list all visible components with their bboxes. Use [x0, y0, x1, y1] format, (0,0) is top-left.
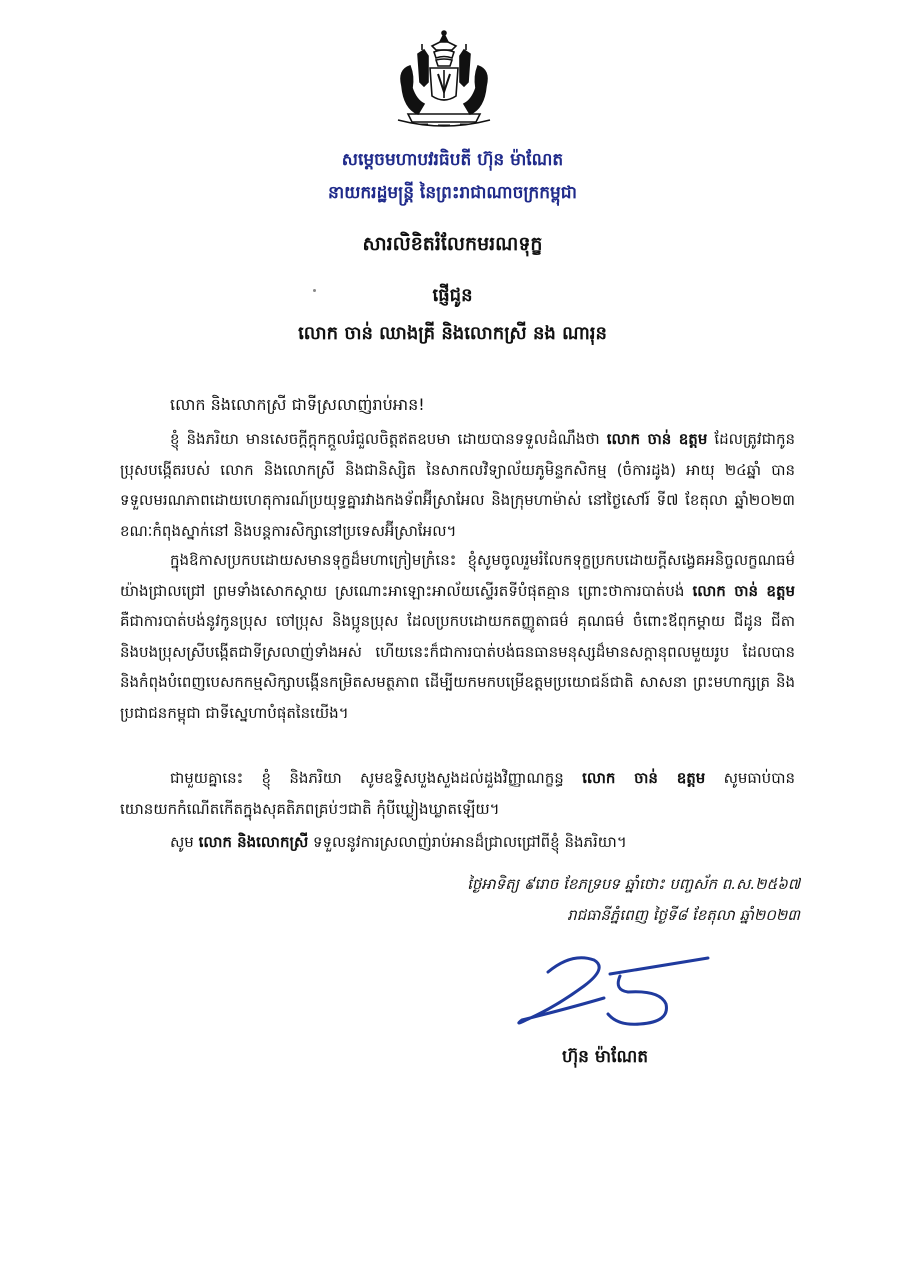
author-name: សម្តេចមហាបវរធិបតី ហ៊ុន ម៉ាណែត [341, 150, 564, 170]
paragraph-2 [120, 545, 795, 728]
author-position: នាយករដ្ឋមន្ត្រី នៃព្រះរាជាណាចក្រកម្ពុជា [328, 183, 577, 203]
recipients-honorific: លោក និងលោកស្រី [198, 833, 309, 851]
lunar-date: ថ្ងៃអាទិត្យ ៩រោច ខែភទ្របទ ឆ្នាំថោះ បញ្ចស័ក ព.ស.២៥៦៧ [467, 875, 800, 893]
salutation: លោក និងលោកស្រី ជាទីស្រលាញ់រាប់អាន! [170, 395, 425, 414]
recipients: លោក ចាន់ ឈាងគ្រី និងលោកស្រី នង ណារុន [298, 323, 607, 344]
paragraph-text: សូម [170, 833, 199, 851]
paragraph-text: គឺជាការបាត់បង់នូវកូនប្រុស ចៅប្រុស និងប្អូនប្រុស ដែលប្រកបដោយកតញ្ញូតាធម៌ គុណធម៌ ចំពោះឪពុកម្តាយ ជីដូន ជីតា និងបងប្រុសស្រីបង្កើតជាទីស្រលាញ់ទាំងអស់ ហើយនេះក៏ជាការបាត់បង់ធនធានមនុស្សដ៏មានសក្តានុពលមួយរូប ដែលបាន និងកំពុងបំពេញបេសកកម្មសិក្សាបង្កើនកម្រិតសមត្ថភាព ដើម្បីយកមកបម្រើឧត្តមប្រយោជន៍ជាតិ សាសនា ព្រះមហាក្សត្រ និងប្រជាជនកម្ពុជា ជាទីស្នេហាបំផុតនៃយើង។ [120, 612, 795, 722]
solar-date: រាជធានីភ្នំពេញ ថ្ងៃទី៨ ខែតុលា ឆ្នាំ២០២៣ [567, 906, 800, 924]
deceased-name: លោក ចាន់ ឧត្តម [606, 430, 708, 448]
paragraph-text: សូមធាប់បានយោនយកកំណើតកើតក្នុងសុគតិភពគ្រប់ៗជាតិ កុំបីឃ្លៀងឃ្លាតឡើយ។ [120, 769, 796, 818]
paragraph-text: ដែលត្រូវជាកូនប្រុសបង្កើតរបស់ លោក និងលោកស្រី និងជានិស្សិត នៃសាកលវិទ្យាល័យភូមិន្ទកសិកម្ម (ចំការដូង) អាយុ ២៤ឆ្នាំ បានទទួលមរណភាពដោយហេតុការណ៍ប្រយុទ្ធគ្នារវាងកងទ័ពអ៊ីស្រាអែល និងក្រុមហាម៉ាស់ នៅថ្ងៃសៅរ៍ ទី៧ ខែតុលា ឆ្នាំ២០២៣ ខណៈកំពុងស្នាក់នៅ និងបន្តការសិក្សានៅប្រទេសអ៊ីស្រាអែល។ [120, 430, 796, 540]
paragraph-1 [120, 424, 795, 546]
royal-coat-of-arms-icon [388, 30, 500, 134]
paragraph-3 [120, 763, 795, 824]
paragraph-4 [120, 827, 795, 858]
paragraph-text: ទទួលនូវការស្រលាញ់រាប់អានដ៏ជ្រាលជ្រៅពីខ្ញុំ និងភរិយា។ [308, 833, 627, 851]
handwritten-signature-icon [510, 950, 720, 1030]
deceased-name: លោក ចាន់ ឧត្តម [582, 769, 706, 787]
paragraph-text: ជាមួយគ្នានេះ ខ្ញុំ និងភរិយា សូមឧទ្ទិសបួងសួងដល់ដួងវិញ្ញាណក្ខន្ធ [170, 769, 583, 787]
sent-to-label: ផ្ញើជូន [432, 285, 473, 306]
deceased-name: លោក ចាន់ ឧត្តម [692, 581, 795, 600]
document-title: សារលិខិតរំលែកមរណទុក្ខ [362, 233, 543, 255]
paragraph-text: ក្នុងឱកាសប្រកបដោយសមានទុក្ខដ៏មហាក្រៀមក្រំនេះ ខ្ញុំសូមចូលរួមរំលែកទុក្ខប្រកបដោយក្តីសង្វេគអនិច្ចលក្ខណធម៌យ៉ាងជ្រាលជ្រៅ ព្រមទាំងសោកស្តាយ ស្រណោះអាឡោះអាល័យស្ទើរតទីបំផុតគ្មាន ព្រោះថាការបាត់បង់ [120, 551, 795, 600]
signer-name: ហ៊ុន ម៉ាណែត [561, 1047, 649, 1067]
paragraph-text: ខ្ញុំ និងភរិយា មានសេចក្តីក្តុកក្តួលរំជួលចិត្តឥតឧបមា ដោយបានទទួលដំណឹងថា [170, 430, 607, 448]
